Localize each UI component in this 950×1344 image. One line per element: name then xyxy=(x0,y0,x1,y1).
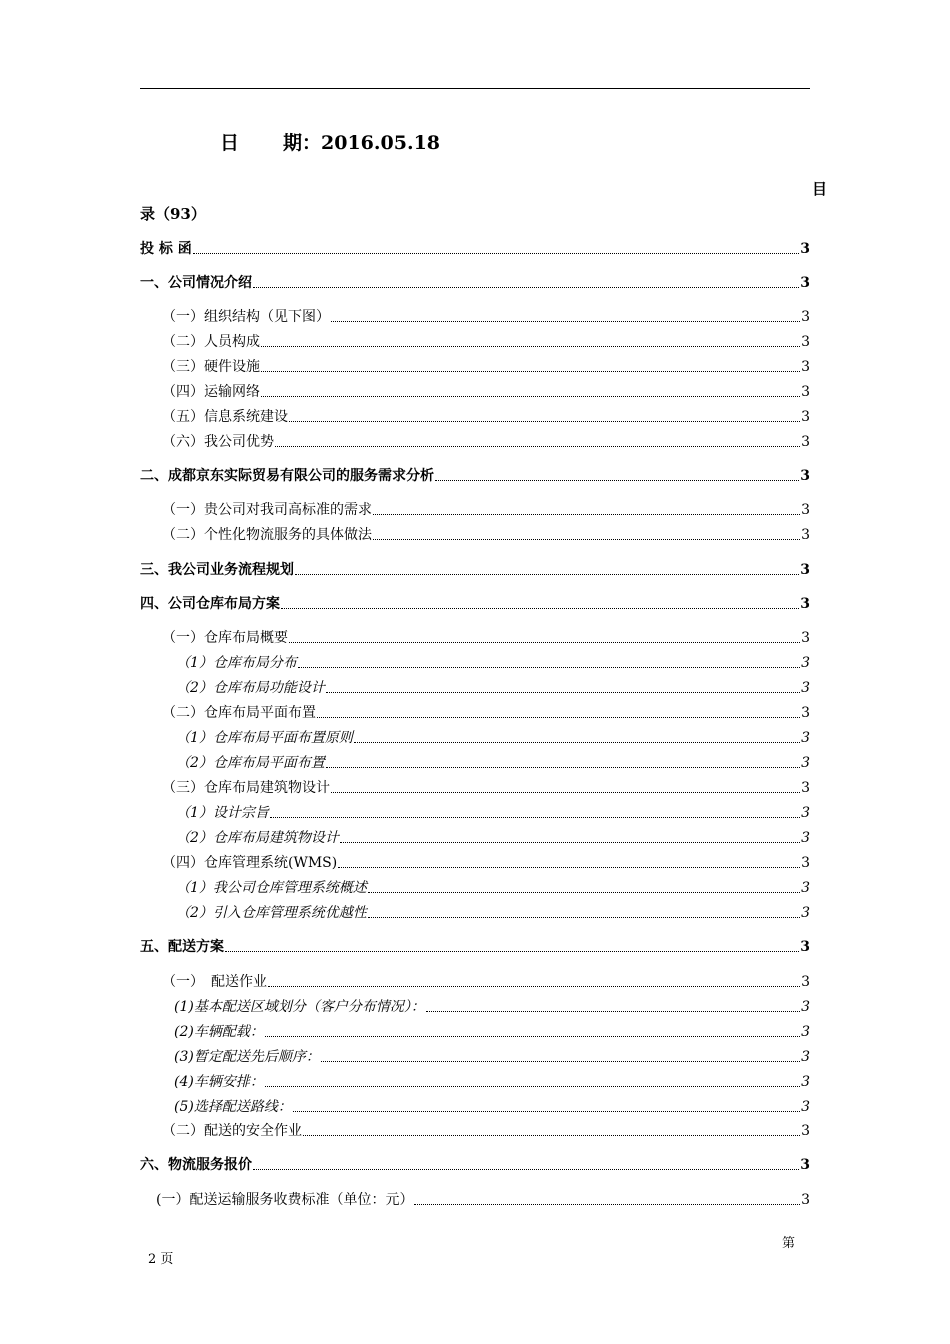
toc-entry-page: 3 xyxy=(801,855,810,871)
toc-entry[interactable] xyxy=(162,973,810,991)
toc-entry[interactable] xyxy=(174,1048,810,1066)
toc-entry-title: （1）仓库布局平面布置原则 xyxy=(176,730,353,746)
toc-leader-dots xyxy=(326,691,800,693)
toc-entry-title: (3)暂定配送先后顺序： xyxy=(174,1049,320,1065)
toc-entry-title: 四、公司仓库布局方案 xyxy=(140,596,280,612)
toc-leader-dots xyxy=(414,1203,800,1205)
toc-entry-page: 3 xyxy=(801,730,810,746)
toc-entry-title: （一）组织结构（见下图） xyxy=(162,309,330,325)
toc-entry[interactable] xyxy=(162,433,810,451)
toc-title-part2: 录（93） xyxy=(140,205,206,223)
toc-entry[interactable] xyxy=(162,526,810,544)
toc-entry-page: 3 xyxy=(801,434,810,450)
toc-entry[interactable] xyxy=(176,729,810,747)
toc-leader-dots xyxy=(270,816,800,818)
toc-entry-page: 3 xyxy=(800,939,810,955)
toc-entry[interactable] xyxy=(140,274,810,292)
toc-entry-page: 3 xyxy=(801,999,810,1015)
toc-entry-title: （2）仓库布局平面布置 xyxy=(176,755,325,771)
toc-entry[interactable] xyxy=(174,998,810,1016)
toc-leader-dots xyxy=(373,538,800,540)
toc-leader-dots xyxy=(298,666,800,668)
toc-entry[interactable] xyxy=(162,629,810,647)
toc-leader-dots xyxy=(293,1110,800,1112)
toc-entry[interactable] xyxy=(176,654,810,672)
toc-entry-title: (4)车辆安排： xyxy=(174,1074,264,1090)
toc-entry[interactable] xyxy=(176,879,810,897)
toc-entry[interactable] xyxy=(174,1023,810,1041)
toc-entry-page: 3 xyxy=(801,1192,810,1208)
toc-entry[interactable] xyxy=(140,595,810,613)
toc-leader-dots xyxy=(253,1168,799,1170)
toc-entry-page: 3 xyxy=(801,880,810,896)
toc-leader-dots xyxy=(265,1085,800,1087)
toc-entry-title: (2)车辆配载： xyxy=(174,1024,264,1040)
toc-entry-title: （1）我公司仓库管理系统概述 xyxy=(176,880,367,896)
toc-entry-title: （一） 配送作业 xyxy=(162,974,267,990)
toc-entry[interactable] xyxy=(162,358,810,376)
toc-title-part1: 目 xyxy=(812,180,828,198)
toc-leader-dots xyxy=(268,985,800,987)
toc-entry-title: （四）运输网络 xyxy=(162,384,260,400)
toc-leader-dots xyxy=(295,573,799,575)
toc-entry-page: 3 xyxy=(801,384,810,400)
toc-entry-title: （三）硬件设施 xyxy=(162,359,260,375)
toc-entry-page: 3 xyxy=(801,630,810,646)
toc-entry[interactable] xyxy=(140,1156,810,1174)
toc-leader-dots xyxy=(281,607,799,609)
toc-leader-dots xyxy=(373,513,800,515)
toc-entry[interactable] xyxy=(140,240,810,258)
toc-entry-page: 3 xyxy=(801,655,810,671)
toc-entry-title: 一、公司情况介绍 xyxy=(140,275,252,291)
toc-entry-title: （二）配送的安全作业 xyxy=(162,1123,302,1139)
toc-entry[interactable] xyxy=(162,779,810,797)
toc-entry-page: 3 xyxy=(800,241,810,257)
toc-entry-page: 3 xyxy=(801,905,810,921)
toc-entry-title: （六）我公司优势 xyxy=(162,434,274,450)
toc-leader-dots xyxy=(261,345,800,347)
toc-entry-page: 3 xyxy=(801,309,810,325)
toc-entry-page: 3 xyxy=(801,1123,810,1139)
toc-entry[interactable] xyxy=(174,1098,810,1116)
toc-entry-page: 3 xyxy=(801,755,810,771)
toc-leader-dots xyxy=(275,445,800,447)
toc-entry[interactable] xyxy=(176,804,810,822)
toc-entry[interactable] xyxy=(140,467,810,485)
toc-entry-page: 3 xyxy=(801,334,810,350)
toc-entry-page: 3 xyxy=(800,1157,810,1173)
toc-leader-dots xyxy=(261,370,800,372)
toc-entry[interactable] xyxy=(162,408,810,426)
toc-leader-dots xyxy=(426,1010,800,1012)
toc-entry-title: 五、配送方案 xyxy=(140,939,224,955)
toc-entry-page: 3 xyxy=(801,359,810,375)
toc-leader-dots xyxy=(225,950,799,952)
toc-entry[interactable] xyxy=(174,1073,810,1091)
footer-page-prefix: 第 xyxy=(782,1236,796,1251)
toc-entry-page: 3 xyxy=(801,502,810,518)
toc-entry-page: 3 xyxy=(801,805,810,821)
toc-leader-dots xyxy=(435,479,799,481)
toc-entry-page: 3 xyxy=(801,1099,810,1115)
toc-leader-dots xyxy=(289,420,800,422)
toc-entry-page: 3 xyxy=(800,275,810,291)
toc-entry-page: 3 xyxy=(801,705,810,721)
toc-entry-page: 3 xyxy=(800,468,810,484)
toc-entry-title: (1)基本配送区域划分（客户分布情况）： xyxy=(174,999,425,1015)
toc-entry-title: （2）引入仓库管理系统优越性 xyxy=(176,905,367,921)
toc-entry-title: （1）设计宗旨 xyxy=(176,805,269,821)
toc-entry[interactable] xyxy=(176,904,810,922)
toc-entry-page: 3 xyxy=(801,1024,810,1040)
toc-entry-title: （1）仓库布局分布 xyxy=(176,655,297,671)
date-value: 期：2016.05.18 xyxy=(283,132,441,154)
toc-entry[interactable] xyxy=(162,854,810,872)
toc-leader-dots xyxy=(368,891,800,893)
toc-entry-title: （一）贵公司对我司高标准的需求 xyxy=(162,502,372,518)
toc-entry[interactable] xyxy=(162,704,810,722)
toc-entry-page: 3 xyxy=(801,974,810,990)
toc-entry[interactable] xyxy=(162,501,810,519)
toc-entry-page: 3 xyxy=(800,596,810,612)
toc-leader-dots xyxy=(265,1035,800,1037)
toc-entry-title: (一）配送运输服务收费标准（单位：元） xyxy=(156,1192,414,1208)
footer-page-number: 2 页 xyxy=(148,1252,174,1267)
toc-entry-title: （五）信息系统建设 xyxy=(162,409,288,425)
toc-entry-page: 3 xyxy=(801,830,810,846)
toc-entry-page: 3 xyxy=(801,780,810,796)
toc-leader-dots xyxy=(261,395,800,397)
toc-entry-title: 投 标 函 xyxy=(140,241,192,257)
toc-entry[interactable] xyxy=(156,1191,810,1209)
toc-entry[interactable] xyxy=(140,938,810,956)
toc-entry-page: 3 xyxy=(801,1074,810,1090)
toc-entry-title: （三）仓库布局建筑物设计 xyxy=(162,780,330,796)
toc-leader-dots xyxy=(354,741,800,743)
toc-entry-page: 3 xyxy=(801,680,810,696)
toc-leader-dots xyxy=(338,866,800,868)
toc-entry-title: 二、成都京东实际贸易有限公司的服务需求分析 xyxy=(140,468,434,484)
toc-entry-title: 三、我公司业务流程规划 xyxy=(140,562,294,578)
toc-entry-title: （四）仓库管理系统(WMS) xyxy=(162,855,338,871)
toc-entry[interactable] xyxy=(176,754,810,772)
toc-entry[interactable] xyxy=(162,333,810,351)
toc-entry-page: 3 xyxy=(801,409,810,425)
date-label: 日 xyxy=(220,132,240,154)
toc-leader-dots xyxy=(331,320,800,322)
toc-entry-title: （一）仓库布局概要 xyxy=(162,630,288,646)
toc-leader-dots xyxy=(317,716,800,718)
toc-leader-dots xyxy=(193,252,800,254)
toc-leader-dots xyxy=(253,286,799,288)
toc-entry-title: （2）仓库布局功能设计 xyxy=(176,680,325,696)
toc-entry-title: (5)选择配送路线： xyxy=(174,1099,292,1115)
toc-leader-dots xyxy=(368,916,800,918)
toc-entry-page: 3 xyxy=(801,1049,810,1065)
toc-leader-dots xyxy=(321,1060,800,1062)
toc-leader-dots xyxy=(289,641,800,643)
toc-entry[interactable] xyxy=(176,679,810,697)
toc-entry[interactable] xyxy=(140,561,810,579)
toc-leader-dots xyxy=(326,766,800,768)
toc-entry-page: 3 xyxy=(801,527,810,543)
toc-entry-title: （二）仓库布局平面布置 xyxy=(162,705,316,721)
toc-entry-title: （2）仓库布局建筑物设计 xyxy=(176,830,339,846)
toc-entry[interactable] xyxy=(176,829,810,847)
toc-leader-dots xyxy=(331,791,800,793)
toc-entry-title: （二）人员构成 xyxy=(162,334,260,350)
toc-leader-dots xyxy=(303,1134,800,1136)
toc-entry-title: （二）个性化物流服务的具体做法 xyxy=(162,527,372,543)
toc-leader-dots xyxy=(340,841,800,843)
toc-entry-title: 六、物流服务报价 xyxy=(140,1157,252,1173)
toc-entry[interactable] xyxy=(162,383,810,401)
toc-entry[interactable] xyxy=(162,1122,810,1140)
toc-entry-page: 3 xyxy=(800,562,810,578)
toc-entry[interactable] xyxy=(162,308,810,326)
